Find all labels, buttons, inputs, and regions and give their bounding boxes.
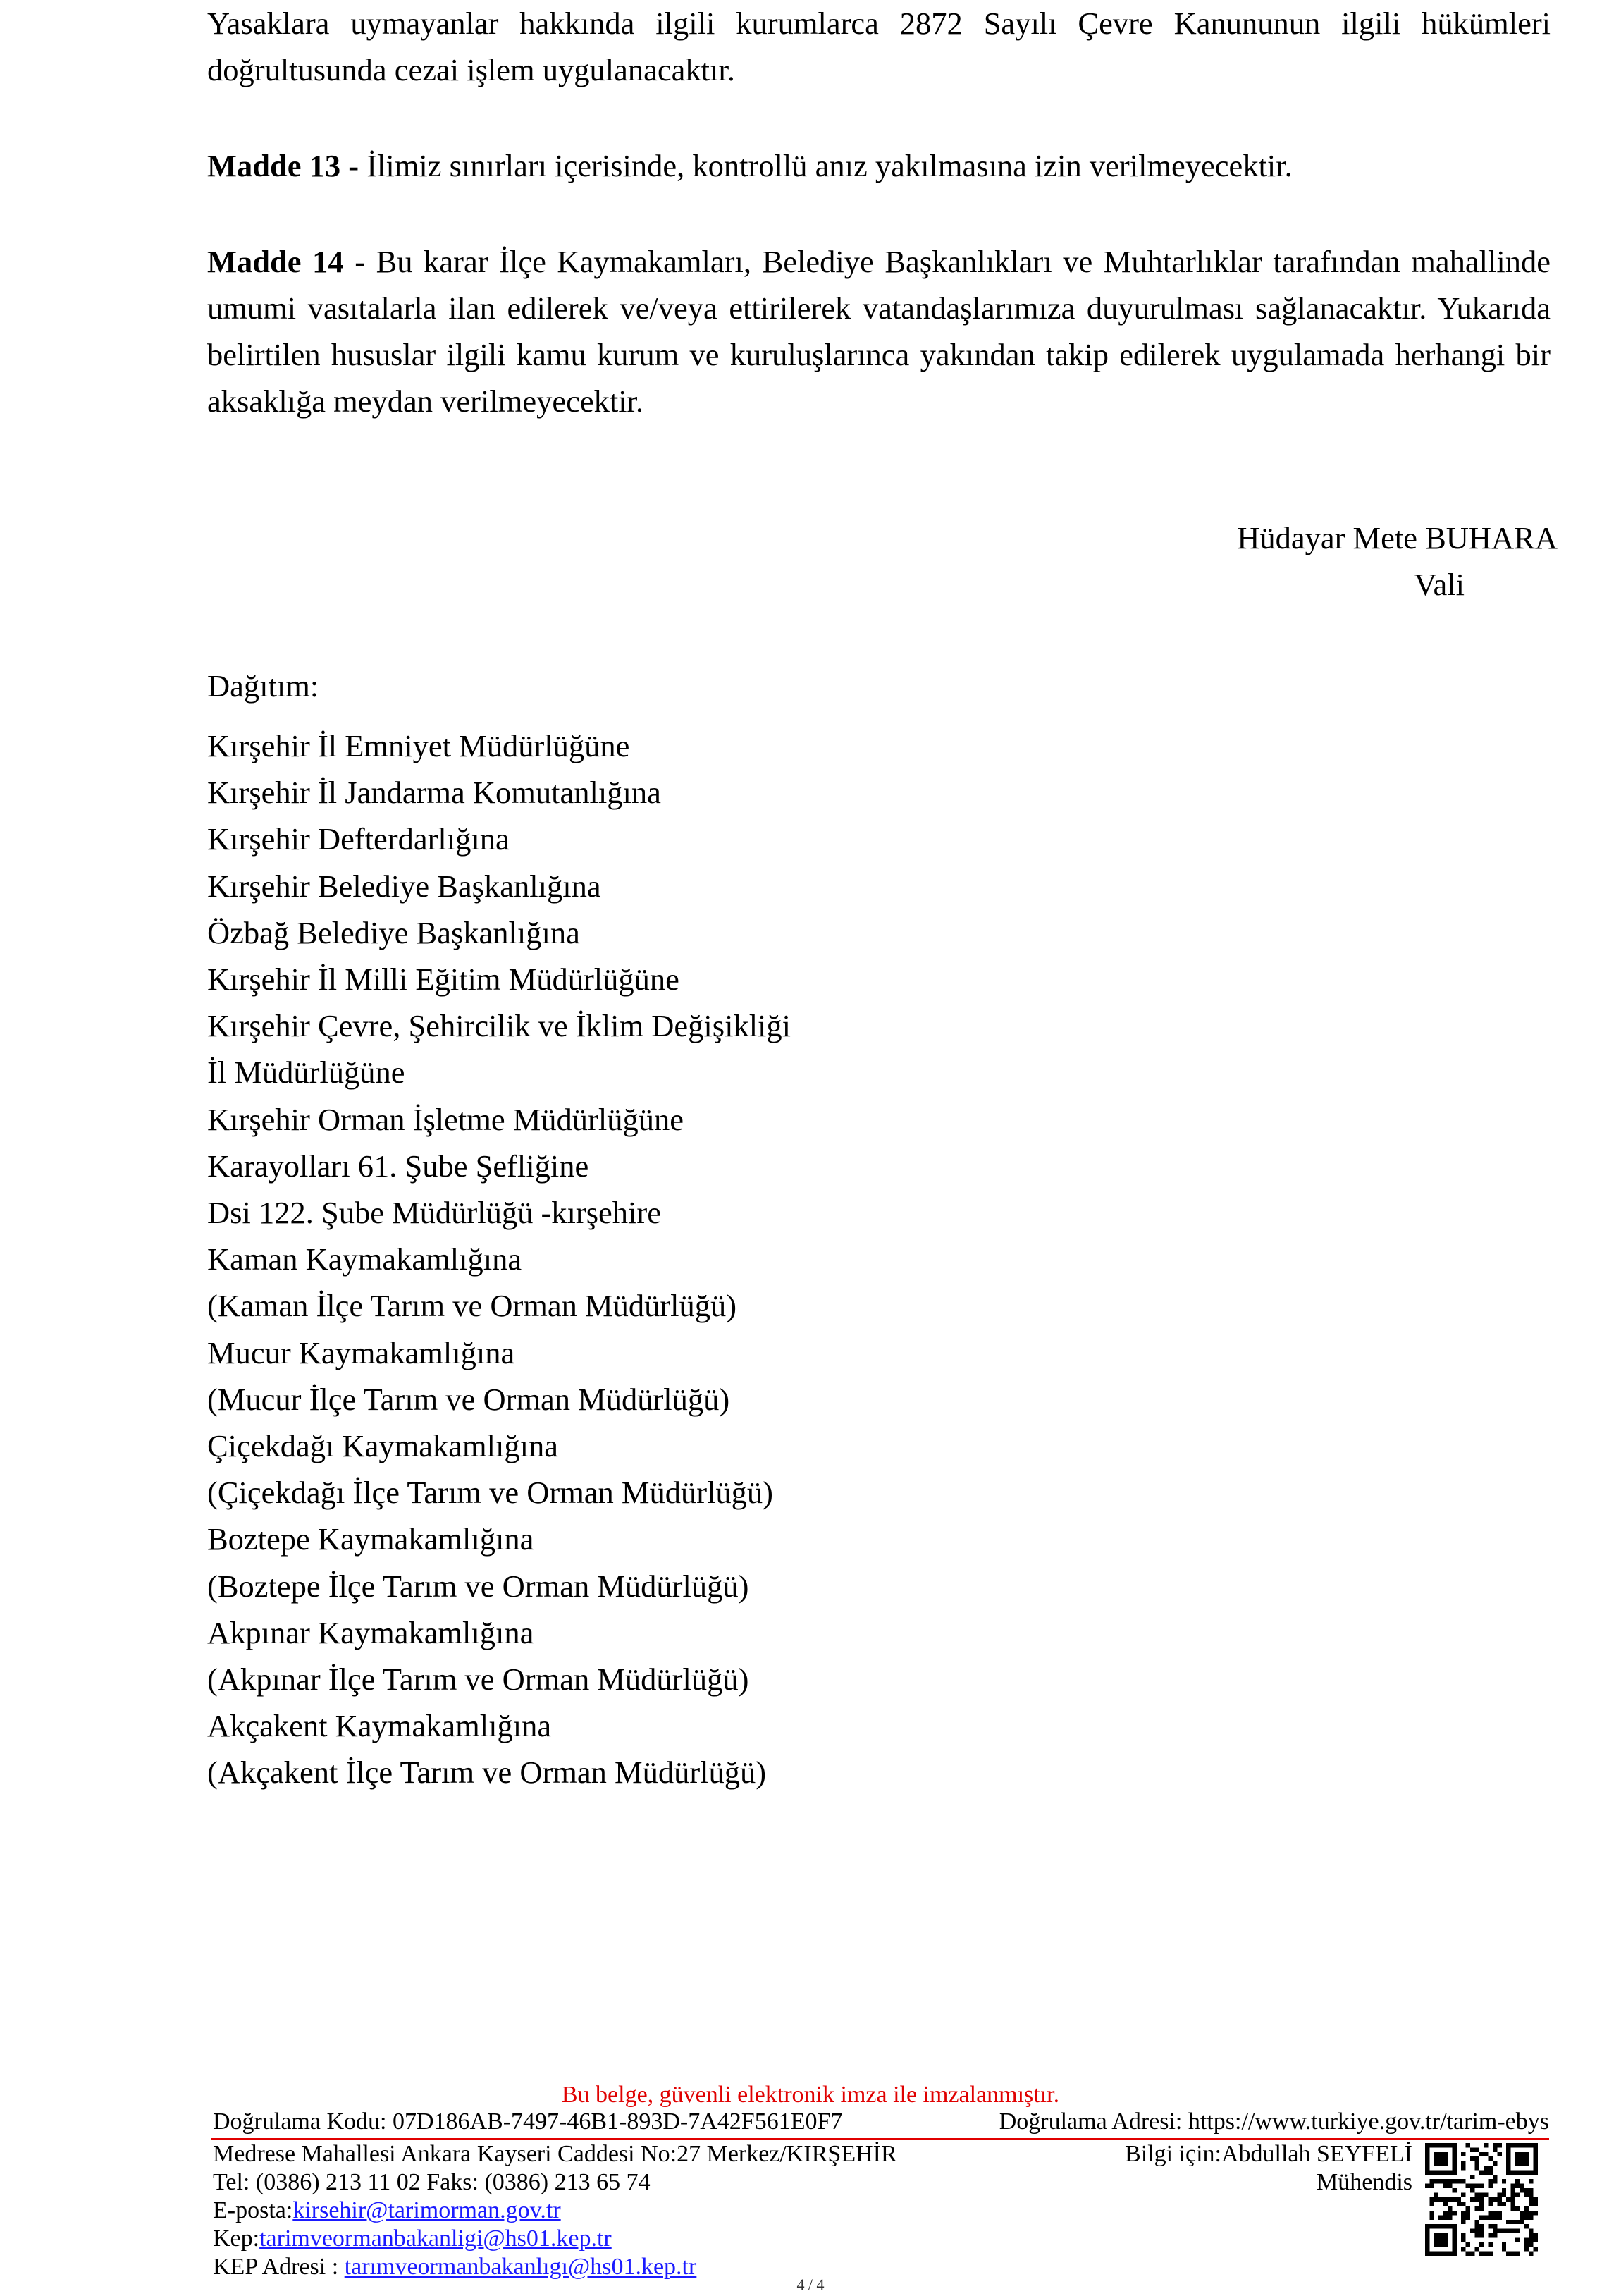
distribution-item: Boztepe Kaymakamlığına [207,1521,534,1557]
paragraph-penalties [207,0,1551,93]
distribution-item: (Akçakent İlçe Tarım ve Orman Müdürlüğü) [207,1755,767,1791]
kep-address-label: KEP Adresi : [213,2254,345,2280]
distribution-item: Özbağ Belediye Başkanlığına [207,914,580,950]
distribution-item: Kırşehir Belediye Başkanlığına [207,868,601,904]
distribution-item: Kırşehir İl Jandarma Komutanlığına [207,775,661,811]
contact-title: Mühendis [1317,2169,1412,2195]
article-label: Madde 14 - [207,244,366,279]
paragraph-text: Yasaklara uymayanlar hakkında ilgili kurumlarca 2872 Sayılı Çevre Kanununun ilgili hükümleri doğrultusunda cezai işlem uygulanacaktır. [207,6,1551,87]
article-label: Madde 13 - [207,148,359,183]
article-text: İlimiz sınırları içerisinde, kontrollü anız yakılmasına izin verilmeyecektir. [359,148,1293,183]
distribution-item: (Akpınar İlçe Tarım ve Orman Müdürlüğü) [207,1662,749,1698]
email-label: E-posta: [213,2197,293,2223]
article-text: Bu karar İlçe Kaymakamları, Belediye Başkanlıkları ve Muhtarlıklar tarafından mahallinde umumi vasıtalarla ilan edilerek ve/veya ettirilerek vatandaşlarımıza duyurulması sağlanacaktır. Yukarıda belirtilen hususlar ilgili kamu kurum ve kuruluşlarınca yakından takip edilerek uygulamada herhangi bir aksaklığa meydan verilmeyecektir. [207,244,1551,419]
qr-code-icon [1425,2143,1538,2256]
email-link[interactable]: kirsehir@tarimorman.gov.tr [292,2197,561,2223]
verification-line [213,2108,1549,2136]
kep-label: Kep: [213,2226,260,2252]
distribution-item: İl Müdürlüğüne [207,1055,405,1091]
distribution-item: Karayolları 61. Şube Şefliğine [207,1148,589,1184]
article-14 [207,238,1551,424]
distribution-item: Kırşehir Orman İşletme Müdürlüğüne [207,1101,684,1137]
footer-divider [211,2138,1549,2140]
esign-note: Bu belge, güvenli elektronik imza ile imzalanmıştır. [561,2082,1060,2108]
distribution-heading: Dağıtım: [207,668,319,704]
footer-email-row [213,2197,897,2225]
distribution-item: Kırşehir İl Emniyet Müdürlüğüne [207,728,630,763]
footer-info-block [1125,2140,1412,2197]
distribution-item: Kırşehir Çevre, Şehircilik ve İklim Değişikliği [207,1008,791,1044]
footer-phone: Tel: (0386) 213 11 02 Faks: (0386) 213 65 74 [213,2169,651,2195]
footer-kep-row [213,2225,897,2253]
signatory-title: Vali [1414,567,1465,602]
signatory-name: Hüdayar Mete BUHARA [1237,520,1558,555]
distribution-item: Mucur Kaymakamlığına [207,1334,515,1370]
distribution-item: Çiçekdağı Kaymakamlığına [207,1428,558,1464]
distribution-item: (Kaman İlçe Tarım ve Orman Müdürlüğü) [207,1288,737,1324]
distribution-list [207,723,791,1796]
distribution-item: Kırşehir Defterdarlığına [207,821,510,857]
page-number: 4 / 4 [796,2276,825,2293]
contact-person: Bilgi için:Abdullah SEYFELİ [1125,2141,1412,2167]
distribution-item: Dsi 122. Şube Müdürlüğü -kırşehire [207,1195,661,1231]
distribution-item: Kırşehir İl Milli Eğitim Müdürlüğüne [207,962,679,997]
distribution-item: (Mucur İlçe Tarım ve Orman Müdürlüğü) [207,1381,730,1417]
distribution-item: Kaman Kaymakamlığına [207,1241,522,1277]
distribution-item: Akçakent Kaymakamlığına [207,1708,552,1744]
footer-contact-block [213,2140,897,2281]
distribution-item: Akpınar Kaymakamlığına [207,1614,534,1650]
verification-address: Doğrulama Adresi: https://www.turkiye.gov.tr/tarim-ebys [999,2108,1549,2135]
verification-code: Doğrulama Kodu: 07D186AB-7497-46B1-893D-7A42F561E0F7 [213,2108,843,2135]
footer-address: Medrese Mahallesi Ankara Kayseri Caddesi No:27 Merkez/KIRŞEHİR [213,2141,897,2167]
distribution-item: (Çiçekdağı İlçe Tarım ve Orman Müdürlüğü) [207,1475,773,1511]
article-13 [207,142,1551,189]
kep-link[interactable]: tarimveormanbakanligi@hs01.kep.tr [259,2226,612,2252]
kep-address-link[interactable]: tarımveormanbakanlıgı@hs01.kep.tr [344,2254,697,2280]
distribution-item: (Boztepe İlçe Tarım ve Orman Müdürlüğü) [207,1568,749,1604]
